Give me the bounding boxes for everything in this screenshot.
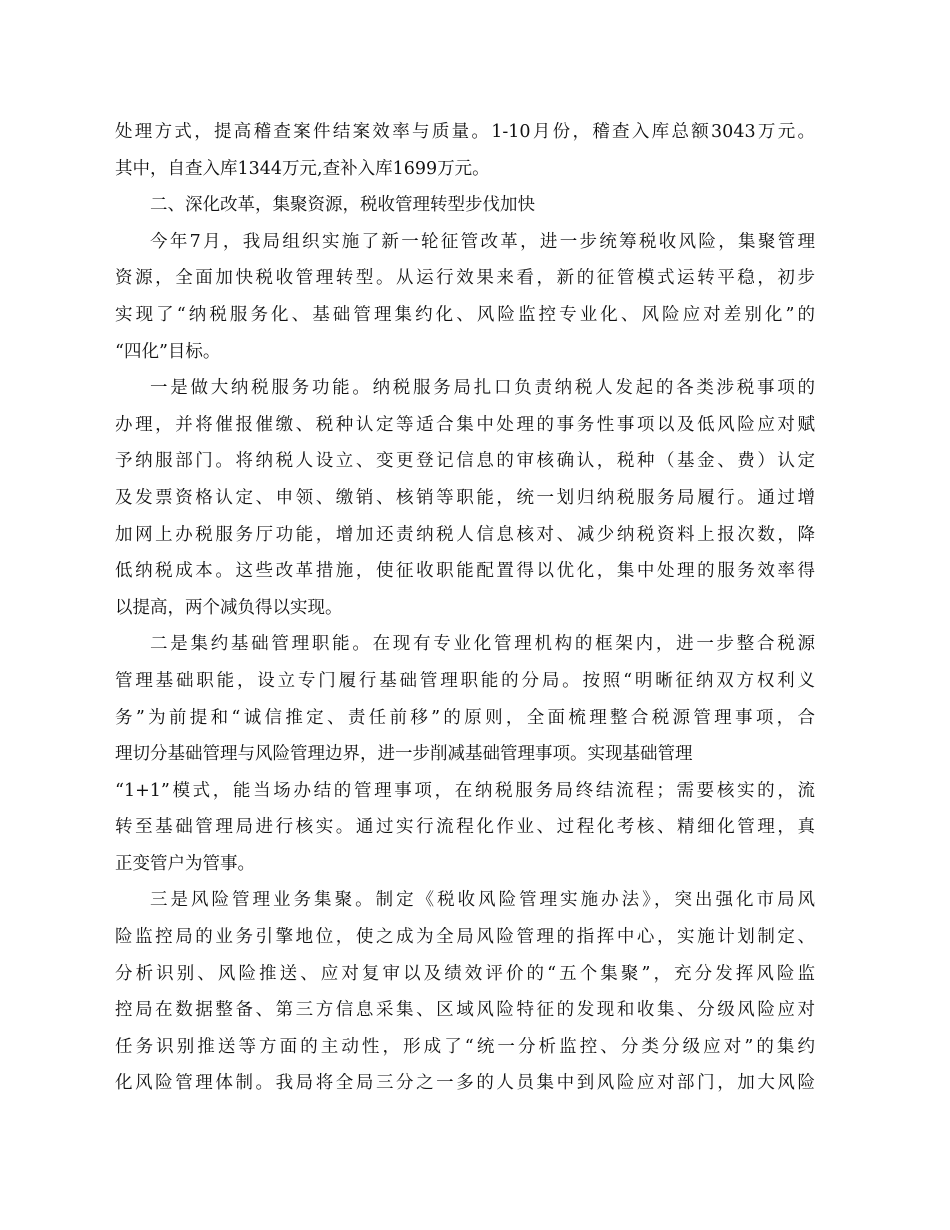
text-line: 实现了“纳税服务化、基础管理集约化、风险监控专业化、风险应对差别化”的 <box>115 304 815 325</box>
text-line: 其中，自查入库1344万元,查补入库1699万元。 <box>115 158 490 179</box>
text-line: 分析识别、风险推送、应对复审以及绩效评价的“五个集聚”，充分发挥风险监 <box>115 963 815 984</box>
document-body <box>115 114 815 1102</box>
text-line: 低纳税成本。这些改革措施，使征收职能配置得以优化，集中处理的服务效率得 <box>115 561 815 582</box>
text-line: 转至基础管理局进行核实。通过实行流程化作业、过程化考核、精细化管理，真 <box>115 817 815 838</box>
text-line: 处理方式，提高稽查案件结案效率与质量。1-10月份，稽查入库总额3043万元。 <box>115 122 815 142</box>
text-line: 务”为前提和“诚信推定、责任前移”的原则，全面梳理整合税源管理事项，合 <box>115 707 815 728</box>
text-line: 办理，并将催报催缴、税种认定等适合集中处理的事务性事项以及低风险应对赋 <box>115 414 815 435</box>
text-line: 任务识别推送等方面的主动性，形成了“统一分析监控、分类分级应对”的集约 <box>115 1036 815 1057</box>
text-line: 一是做大纳税服务功能。纳税服务局扎口负责纳税人发起的各类涉税事项的 <box>150 378 815 399</box>
text-line: 二、深化改革，集聚资源，税收管理转型步伐加快 <box>150 195 535 216</box>
text-line: 以提高，两个减负得以实现。 <box>115 597 343 618</box>
text-line: 险监控局的业务引擎地位，使之成为全局风险管理的指挥中心，实施计划制定、 <box>115 927 815 948</box>
text-line: 管理基础职能，设立专门履行基础管理职能的分局。按照“明晰征纳双方权利义 <box>115 670 815 691</box>
text-line: 二是集约基础管理职能。在现有专业化管理机构的框架内，进一步整合税源 <box>150 634 815 655</box>
text-line: 控局在数据整备、第三方信息采集、区域风险特征的发现和收集、分级风险应对 <box>115 1000 815 1021</box>
text-line: 资源，全面加快税收管理转型。从运行效果来看，新的征管模式运转平稳，初步 <box>115 268 815 289</box>
text-line: 今年7月，我局组织实施了新一轮征管改革，进一步统筹税收风险，集聚管理 <box>150 231 815 252</box>
text-line: 化风险管理体制。我局将全局三分之一多的人员集中到风险应对部门，加大风险 <box>115 1073 815 1094</box>
text-line: 加网上办税服务厅功能，增加还责纳税人信息核对、减少纳税资料上报次数，降 <box>115 524 815 545</box>
text-line: 正变管户为管事。 <box>115 853 255 874</box>
text-line: 三是风险管理业务集聚。制定《税收风险管理实施办法》，突出强化市局风 <box>150 890 815 911</box>
text-line: 及发票资格认定、申领、缴销、核销等职能，统一划归纳税服务局履行。通过增 <box>115 487 815 508</box>
text-line: “四化”目标。 <box>115 341 221 362</box>
text-line: 理切分基础管理与风险管理边界，进一步削减基础管理事项。实现基础管理 <box>115 744 693 765</box>
text-line: 予纳服部门。将纳税人设立、变更登记信息的审核确认，税种（基金、费）认定 <box>115 451 815 472</box>
text-line: “1+1”模式，能当场办结的管理事项，在纳税服务局终结流程；需要核实的，流 <box>115 780 815 801</box>
